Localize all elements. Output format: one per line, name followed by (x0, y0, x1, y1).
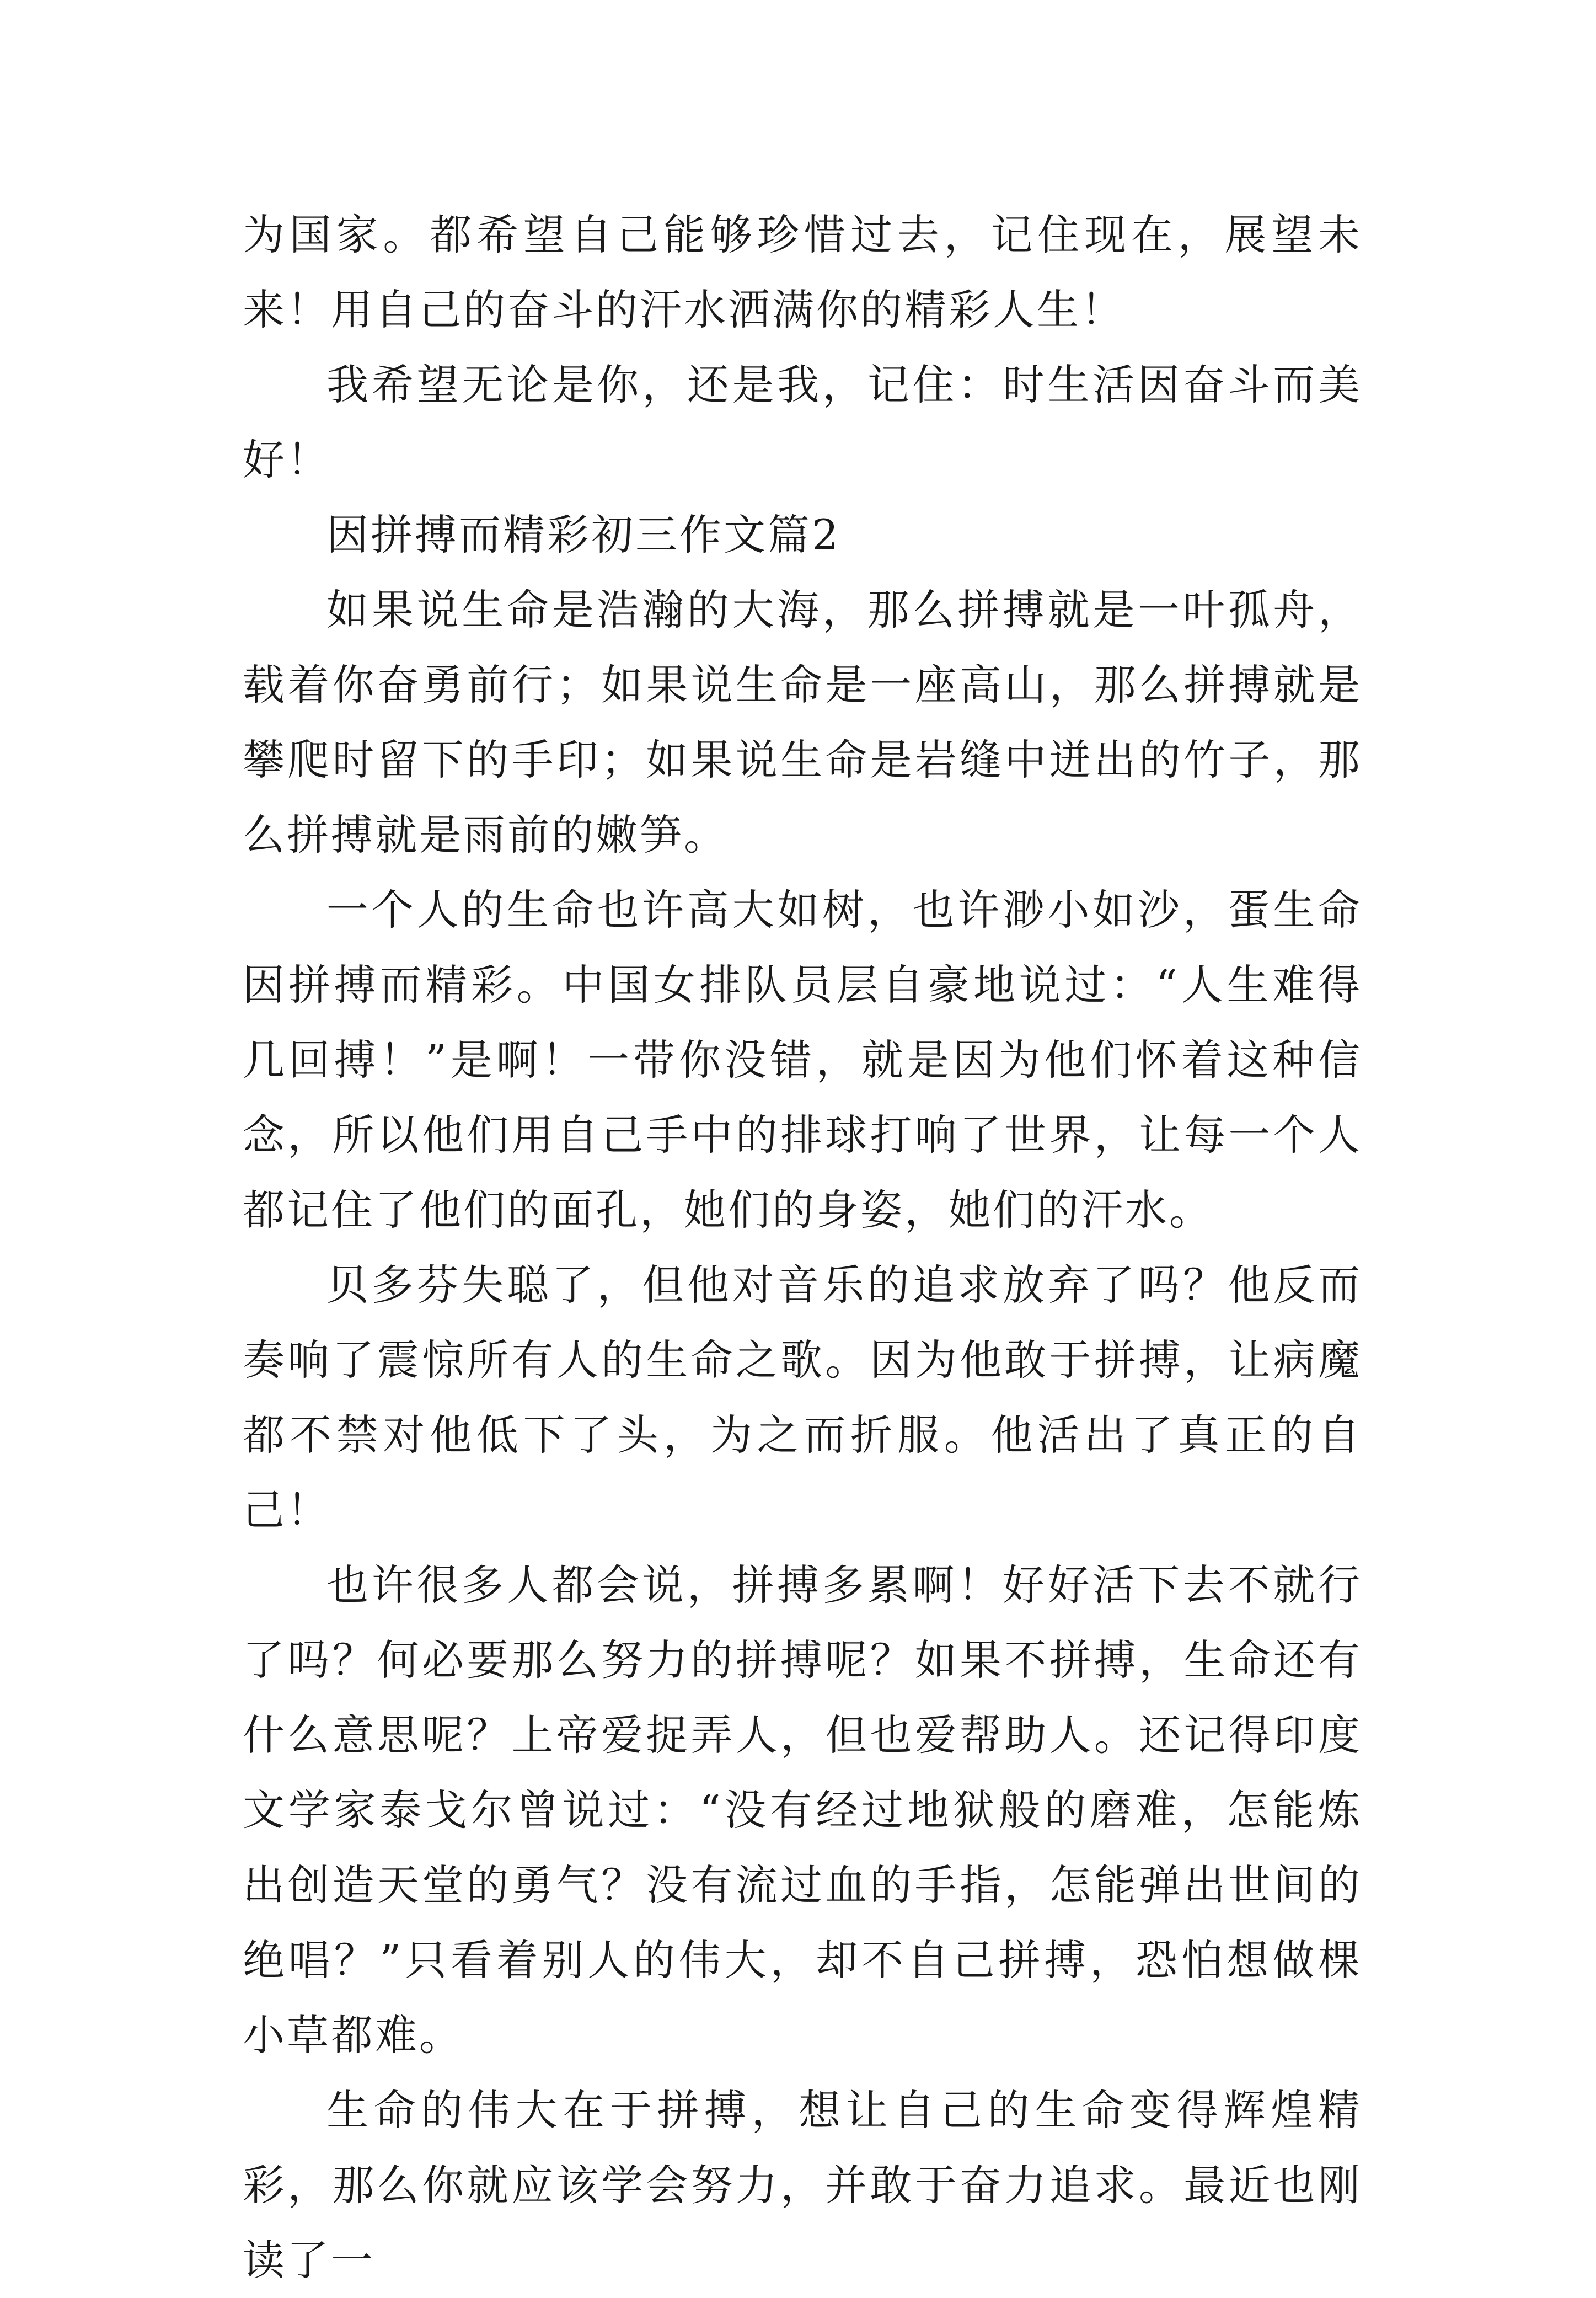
paragraph-continuation: 为国家。都希望自己能够珍惜过去，记住现在，展望未来！用自己的奋斗的汗水洒满你的精彩人生！ (243, 210, 1362, 334)
paragraph: 一个人的生命也许高大如树，也许渺小如沙，蛋生命因拼搏而精彩。中国女排队员层自豪地说过：“人生难得几回搏！”是啊！一带你没错，就是因为他们怀着这种信念，所以他们用自己手中的排球打响了世界，让每一个人都记住了他们的面孔，她们的身姿，她们的汗水。 (243, 885, 1362, 1234)
paragraph: 贝多芬失聪了，但他对音乐的追求放弃了吗？他反而奏响了震惊所有人的生命之歌。因为他敢于拼搏，让病魔都不禁对他低下了头，为之而折服。他活出了真正的自己！ (243, 1260, 1362, 1535)
paragraph: 生命的伟大在于拼搏，想让自己的生命变得辉煌精彩，那么你就应该学会努力，并敢于奋力追求。最近也刚读了一 (243, 2086, 1362, 2285)
section-heading: 因拼搏而精彩初三作文篇2 (326, 510, 841, 559)
document-body (243, 197, 1362, 2298)
paragraph: 如果说生命是浩瀚的大海，那么拼搏就是一叶孤舟，载着你奋勇前行；如果说生命是一座高山，那么拼搏就是攀爬时留下的手印；如果说生命是岩缝中迸出的竹子，那么拼搏就是雨前的嫩笋。 (243, 585, 1362, 859)
paragraph: 也许很多人都会说，拼搏多累啊！好好活下去不就行了吗？何必要那么努力的拼搏呢？如果不拼搏，生命还有什么意思呢？上帝爱捉弄人，但也爱帮助人。还记得印度文学家泰戈尔曾说过：“没有经过地狱般的磨难，怎能炼出创造天堂的勇气？没有流过血的手指，怎能弹出世间的绝唱？”只看着别人的伟大，却不自己拼搏，恐怕想做棵小草都难。 (243, 1560, 1362, 2060)
paragraph: 我希望无论是你，还是我，记住：时生活因奋斗而美好！ (243, 360, 1362, 484)
